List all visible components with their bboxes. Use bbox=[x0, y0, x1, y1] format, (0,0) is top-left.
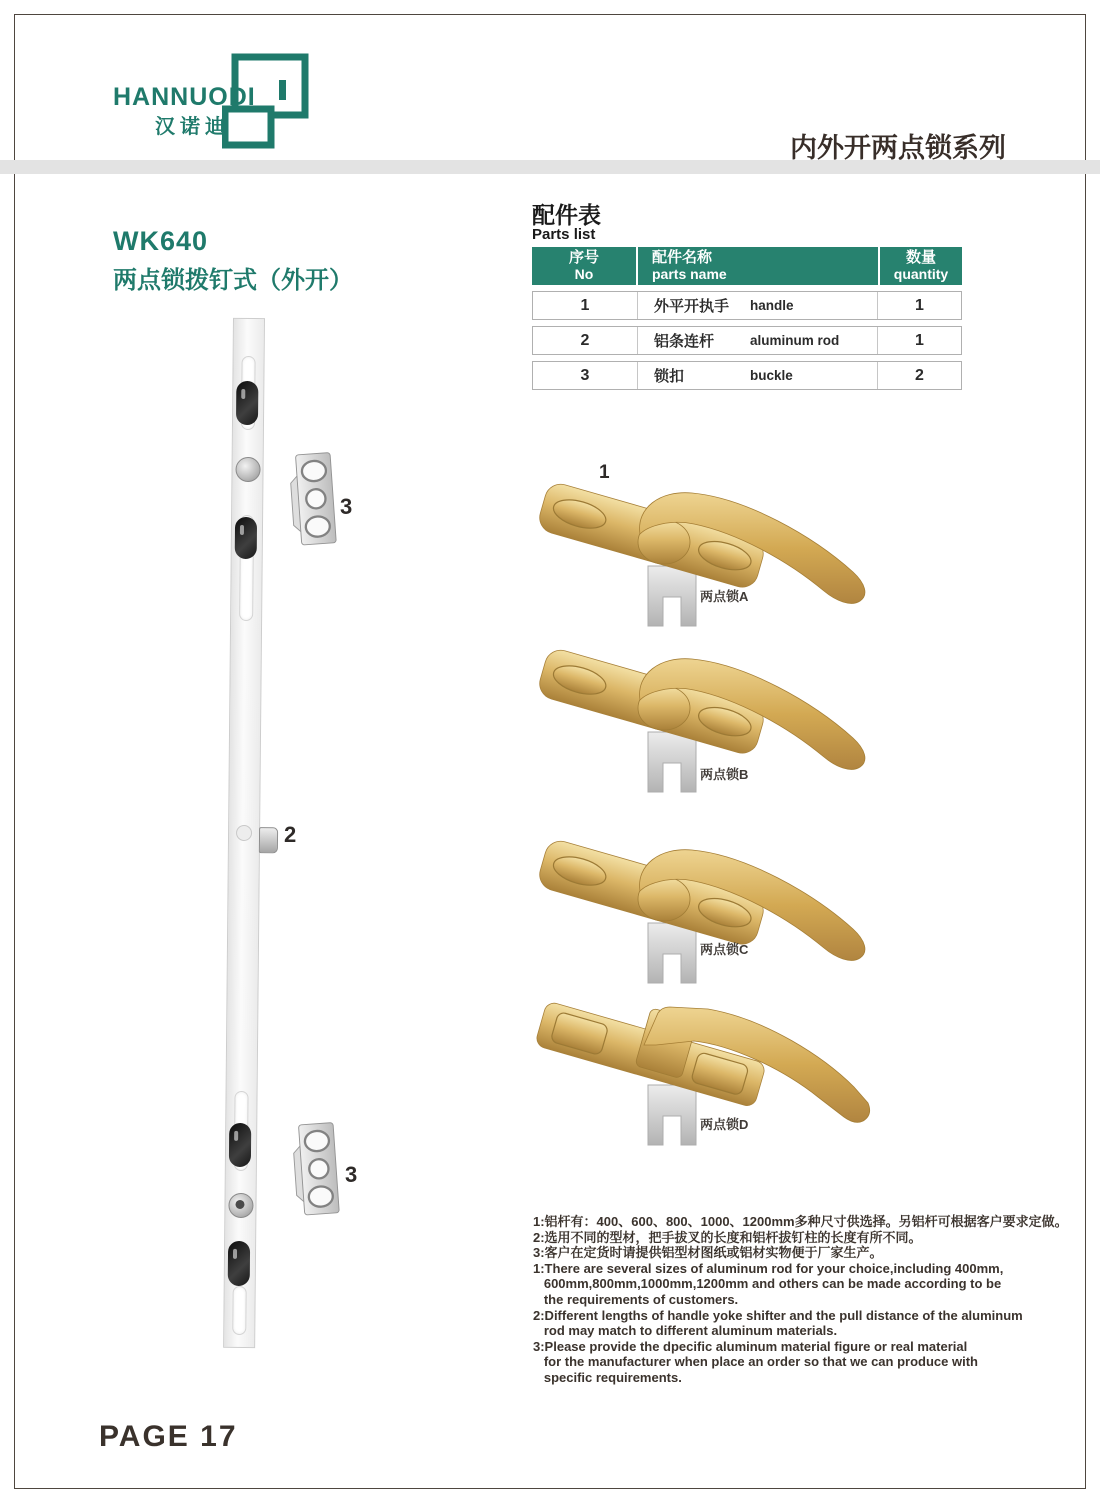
handle-image-A bbox=[526, 476, 896, 628]
note-line: 3:客户在定货时请提供铝型材图纸或铝材实物便于厂家生产。 bbox=[533, 1245, 883, 1261]
rod-connector-stud bbox=[259, 827, 278, 853]
note-line: 1:铝杆有：400、600、800、1000、1200mm多种尺寸供选择。另铝杆可根据客户要求定做。 bbox=[533, 1214, 1068, 1229]
handle-image-C bbox=[526, 833, 896, 985]
product-model: WK640 bbox=[113, 226, 209, 256]
brand-name-cn: 汉诺迪 bbox=[155, 116, 230, 138]
note-line: 1:There are several sizes of aluminum rod for your choice,including 400mm, bbox=[533, 1260, 1004, 1276]
handle-image-B bbox=[526, 642, 896, 794]
handle-image-D bbox=[526, 995, 896, 1147]
note-line: rod may match to different aluminum materials. bbox=[533, 1323, 838, 1339]
parts-table bbox=[532, 247, 962, 390]
handle-caption: 两点锁A bbox=[700, 589, 749, 604]
parts-list-title-cn: 配件表 bbox=[532, 202, 601, 228]
brand-logo bbox=[108, 50, 348, 155]
parts-list-title-en: Parts list bbox=[532, 226, 596, 243]
handle-caption: 两点锁D bbox=[700, 1117, 749, 1132]
series-title: 内外开两点锁系列 bbox=[790, 133, 1006, 163]
table-row: 2 铝条连杆 aluminum rod 1 bbox=[532, 326, 962, 355]
note-line: specific requirements. bbox=[533, 1369, 682, 1385]
lock-pin bbox=[236, 381, 258, 425]
lock-pin bbox=[229, 1123, 251, 1167]
handle-caption: 两点锁C bbox=[700, 942, 749, 957]
note-line: for the manufacturer when place an order so that we can produce with bbox=[533, 1354, 978, 1370]
gold-handle-rounded-icon bbox=[526, 476, 896, 628]
rail-slot bbox=[232, 1286, 246, 1335]
brand-name: HANNUODI bbox=[113, 83, 256, 111]
column-header-parts-name: 配件名称 parts name bbox=[638, 247, 878, 285]
label-handle-1: 1 bbox=[599, 462, 610, 483]
note-line: 600mm,800mm,1000mm,1200mm and others can be made according to be bbox=[533, 1276, 1002, 1292]
page-number: PAGE 17 bbox=[99, 1420, 238, 1453]
label-buckle-3-bottom: 3 bbox=[345, 1162, 358, 1187]
handle-caption: 两点锁B bbox=[700, 767, 749, 782]
table-row: 1 外平开执手 handle 1 bbox=[532, 291, 962, 320]
column-header-quantity: 数量 quantity bbox=[880, 247, 962, 285]
table-row: 3 锁扣 buckle 2 bbox=[532, 361, 962, 390]
notes-block bbox=[533, 1214, 1085, 1386]
label-rod-2: 2 bbox=[284, 822, 297, 847]
rail-hole bbox=[236, 825, 252, 841]
product-name-cn: 两点锁拨钉式（外开） bbox=[113, 267, 353, 294]
note-line: the requirements of customers. bbox=[533, 1291, 739, 1307]
note-line: 2:选用不同的型材，把手拔叉的长度和铝杆拔钉柱的长度有所不同。 bbox=[533, 1229, 922, 1245]
lock-pin bbox=[228, 1241, 250, 1286]
note-line: 3:Please provide the dpecific aluminum material figure or real material bbox=[533, 1338, 968, 1354]
rivet-pin bbox=[235, 457, 260, 482]
gold-handle-rounded-icon bbox=[526, 833, 896, 985]
rivet-pin bbox=[228, 1193, 253, 1218]
label-buckle-3-top: 3 bbox=[340, 494, 353, 519]
lock-pin bbox=[235, 517, 257, 559]
buckle-keeper-plate-top bbox=[286, 448, 341, 549]
note-line: 2:Different lengths of handle yoke shifter and the pull distance of the aluminum bbox=[533, 1307, 1023, 1323]
column-header-no: 序号 No bbox=[532, 247, 636, 285]
parts-table-header bbox=[532, 247, 962, 285]
buckle-keeper-plate-bottom bbox=[289, 1118, 344, 1219]
